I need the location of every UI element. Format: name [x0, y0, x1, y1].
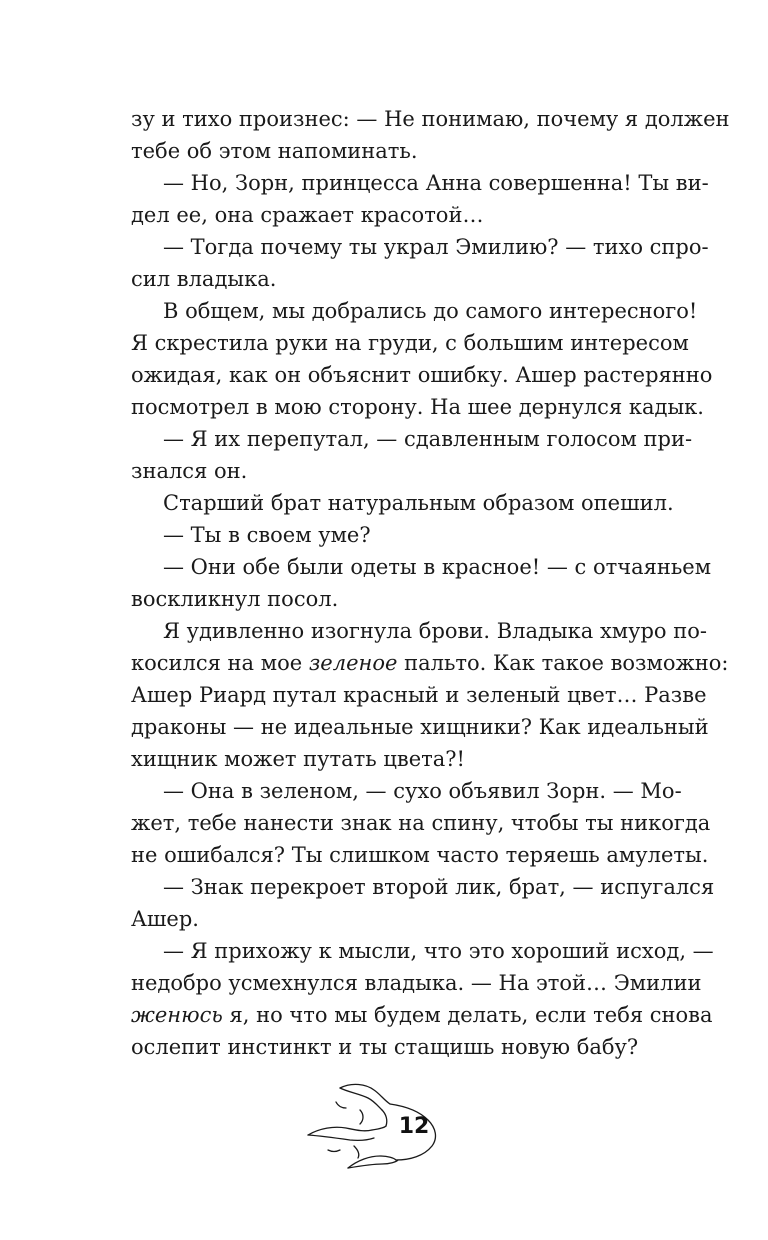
text-line: — Тогда почему ты украл Эмилию? — тихо спро- — [163, 235, 709, 259]
text-line: посмотрел в мою сторону. На шее дернулся кадык. — [131, 395, 704, 419]
italic-word: женюсь — [131, 1003, 223, 1027]
text-line: знался он. — [131, 459, 248, 483]
text-line: — Знак перекроет второй лик, брат, — испугался — [163, 875, 715, 899]
text-line: жет, тебе нанести знак на спину, чтобы ты никогда — [131, 811, 711, 835]
text-segment: я, но что мы будем делать, если тебя снова — [222, 1003, 713, 1027]
text-line: — Они обе были одеты в красное! — с отчаяньем — [163, 555, 712, 579]
italic-word: зеленое — [308, 651, 398, 675]
text-line: Ашер. — [131, 907, 199, 931]
text-line: — Но, Зорн, принцесса Анна совершенна! Ты ви- — [163, 171, 709, 195]
text-line: Я скрестила руки на груди, с большим интересом — [131, 331, 689, 355]
text-line: — Ты в своем уме? — [163, 523, 371, 547]
page-folio — [300, 1080, 450, 1175]
text-line: воскликнул посол. — [131, 587, 339, 611]
text-line: недобро усмехнулся владыка. — На этой… Эмилии — [131, 971, 702, 995]
text-line: дел ее, она сражает красотой… — [131, 203, 484, 227]
text-line: ожидая, как он объяснит ошибку. Ашер растерянно — [131, 363, 713, 387]
text-line: зу и тихо произнес: — Не понимаю, почему я должен — [131, 107, 730, 131]
text-line: хищник может путать цвета?! — [131, 747, 465, 771]
text-line: не ошибался? Ты слишком часто теряешь амулеты. — [131, 843, 709, 867]
text-line: В общем, мы добрались до самого интересного! — [163, 299, 698, 323]
text-line: — Я их перепутал, — сдавленным голосом при- — [163, 427, 693, 451]
text-line: тебе об этом напоминать. — [131, 139, 418, 163]
page-text — [131, 103, 730, 1063]
text-segment: косился на мое — [131, 651, 309, 675]
text-line: сил владыка. — [131, 267, 277, 291]
text-line-with-italic — [131, 647, 729, 679]
text-line: Старший брат натуральным образом опешил. — [163, 491, 674, 515]
text-line: Я удивленно изогнула брови. Владыка хмуро по- — [163, 619, 707, 643]
text-segment: пальто. Как такое возможно: — [397, 651, 729, 675]
text-line: Ашер Риард путал красный и зеленый цвет… Разве — [131, 683, 707, 707]
text-line: ослепит инстинкт и ты стащишь новую бабу? — [131, 1035, 639, 1059]
text-line: драконы — не идеальные хищники? Как идеальный — [131, 715, 709, 739]
text-line-with-italic — [131, 999, 713, 1031]
page-number: 12 — [398, 1114, 430, 1139]
text-line: — Я прихожу к мысли, что это хороший исход, — — [163, 939, 714, 963]
text-line: — Она в зеленом, — сухо объявил Зорн. — Мо- — [163, 779, 682, 803]
